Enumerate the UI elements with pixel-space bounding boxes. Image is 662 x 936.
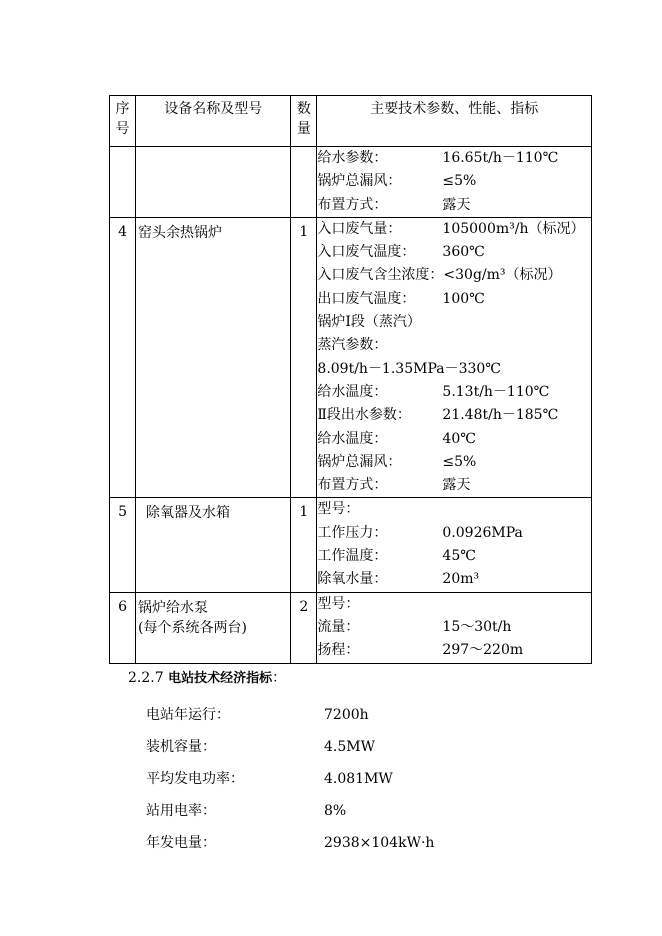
- param-text: 锅炉Ⅰ段（蒸汽）: [317, 314, 421, 331]
- param-label: 布置方式：: [317, 196, 388, 213]
- param-value: 100℃: [442, 290, 485, 307]
- param-label: 锅炉总漏风：: [317, 453, 402, 470]
- row-qty: 1: [291, 498, 317, 592]
- param-value: 105000m³/h（标况）: [442, 220, 585, 237]
- param-label: 除氧水量：: [317, 571, 388, 588]
- param-line: [317, 428, 591, 451]
- header-seq: 序号: [110, 96, 136, 147]
- param-label: 入口废气量：: [317, 220, 402, 237]
- param-label: 工作温度：: [317, 548, 388, 565]
- indicator-installed-capacity: 装机容量： 4.5MW: [146, 739, 375, 755]
- params-cell: [317, 498, 592, 592]
- param-line: [317, 616, 591, 639]
- table-row-continued: [110, 147, 592, 218]
- param-line: [317, 639, 591, 662]
- param-label: 布置方式：: [317, 477, 388, 494]
- param-value: 露天: [442, 477, 471, 494]
- param-value: 21.48t/h－185℃: [442, 407, 559, 424]
- param-line: [317, 381, 591, 404]
- param-line: [317, 593, 591, 616]
- param-text: 入口废气含尘浓度：<30g/m³（标况）: [317, 267, 562, 284]
- row-seq: 5: [110, 498, 136, 592]
- param-value: 15～30t/h: [442, 618, 512, 635]
- param-line: [317, 218, 591, 241]
- param-value: 45℃: [442, 548, 476, 565]
- param-line: [317, 288, 591, 311]
- param-label: 给水温度：: [317, 430, 388, 447]
- param-text: 型号：: [317, 501, 360, 518]
- param-label: 锅炉总漏风：: [317, 173, 402, 190]
- param-label: 工作压力：: [317, 524, 388, 541]
- param-value: 露天: [442, 196, 471, 213]
- param-value: 20m³: [442, 571, 480, 588]
- param-line: [317, 170, 591, 193]
- indicator-annual-operation: 电站年运行： 7200h: [146, 707, 369, 723]
- section-heading: 2.2.7 电站技术经济指标：: [128, 670, 287, 686]
- header-params: 主要技术参数、性能、指标: [317, 96, 592, 147]
- param-label: 出口废气温度：: [317, 290, 416, 307]
- param-line: [317, 568, 591, 591]
- param-line: [317, 522, 591, 545]
- row-name: 锅炉给水泵 (每个系统各两台): [136, 592, 291, 663]
- row-name: 窑头余热锅炉: [136, 217, 291, 498]
- param-line: [317, 404, 591, 427]
- param-line: [317, 264, 591, 287]
- indicator-average-power: 平均发电功率： 4.081MW: [146, 771, 393, 787]
- row-seq: 4: [110, 217, 136, 498]
- param-value: 297～220m: [442, 642, 524, 659]
- param-line: [317, 147, 591, 170]
- param-value: 0.0926MPa: [442, 524, 523, 541]
- table-header-row: [110, 96, 592, 147]
- param-line: [317, 334, 591, 357]
- header-name: 设备名称及型号: [136, 96, 291, 147]
- param-value: 360℃: [442, 244, 485, 261]
- row-name: 除氧器及水箱: [136, 498, 291, 592]
- param-label: 扬程：: [317, 642, 360, 659]
- param-value: 16.65t/h－110℃: [442, 150, 559, 166]
- header-qty: 数量: [291, 96, 317, 147]
- param-text: 蒸汽参数：: [317, 337, 388, 354]
- indicator-annual-generation: 年发电量： 2938×104kW·h: [146, 835, 435, 851]
- param-text: 8.09t/h－1.35MPa－330℃: [317, 360, 501, 377]
- row-seq: 6: [110, 592, 136, 663]
- row-qty: 2: [291, 592, 317, 663]
- params-cell: [317, 147, 592, 218]
- indicator-self-use-rate: 站用电率： 8%: [146, 803, 347, 819]
- param-line: [317, 451, 591, 474]
- table-row: [110, 217, 592, 498]
- table-row: [110, 592, 592, 663]
- param-line: [317, 241, 591, 264]
- param-value: ≤5%: [442, 453, 477, 470]
- section-title: 电站技术经济指标: [168, 671, 273, 686]
- param-line: [317, 474, 591, 497]
- param-label: 给水参数：: [317, 150, 388, 166]
- equipment-table: [109, 95, 592, 664]
- section-number: 2.2.7: [128, 670, 164, 686]
- params-cell: [317, 217, 592, 498]
- param-label: Ⅱ段出水参数：: [317, 407, 411, 424]
- param-label: 给水温度：: [317, 383, 388, 400]
- params-cell: [317, 592, 592, 663]
- param-line: [317, 545, 591, 568]
- param-label: 入口废气温度：: [317, 244, 416, 261]
- table-row: [110, 498, 592, 592]
- param-value: 40℃: [442, 430, 476, 447]
- param-line: [317, 194, 591, 217]
- param-label: 流量：: [317, 618, 360, 635]
- param-text: 型号：: [317, 595, 360, 612]
- param-line: [317, 311, 591, 334]
- param-value: 5.13t/h－110℃: [442, 383, 550, 400]
- row-qty: 1: [291, 217, 317, 498]
- param-value: ≤5%: [442, 173, 477, 190]
- param-line: [317, 358, 591, 381]
- param-line: [317, 498, 591, 521]
